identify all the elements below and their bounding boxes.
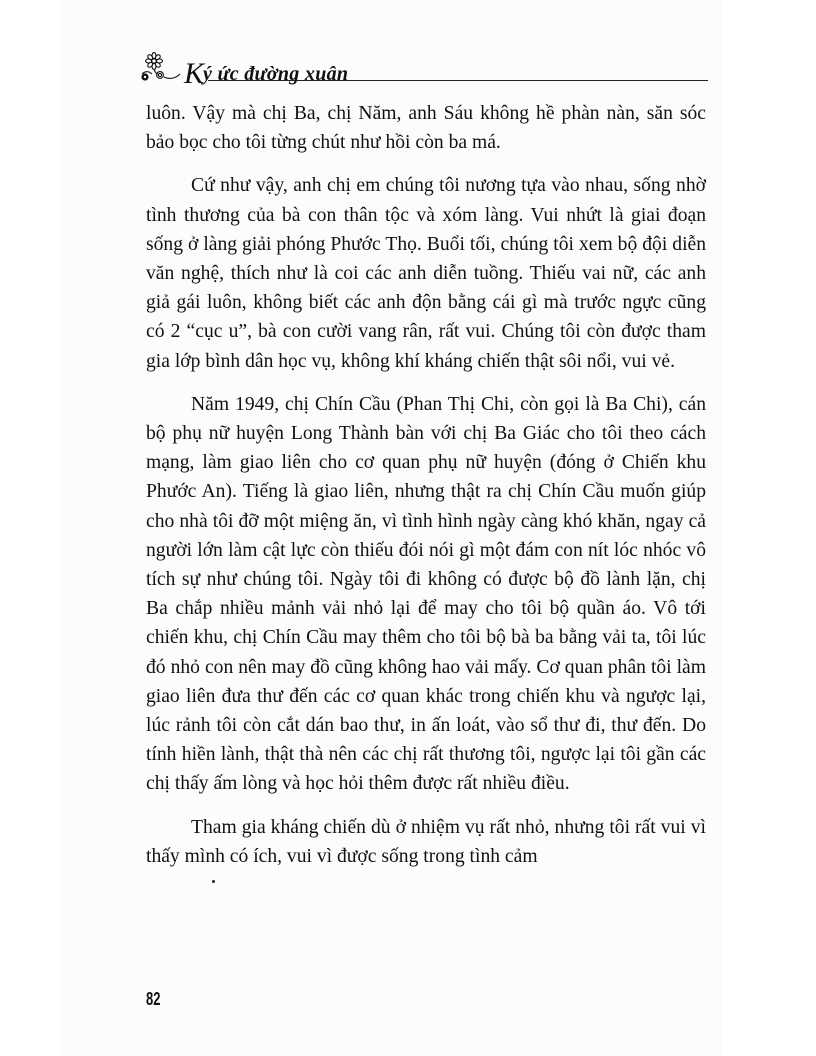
header-rule <box>208 80 708 81</box>
paragraph: Cứ như vậy, anh chị em chúng tôi nương tựa vào nhau, sống nhờ tình thương của bà con thân tộc và xóm làng. Vui nhứt là giai đoạn sống ở làng giải phóng Phước Thọ. Buổi tối, chúng tôi xem bộ đội diễn văn nghệ, thích như là coi các anh diễn tuồng. Thiếu vai nữ, các anh giả gái luôn, không biết các anh độn bằng cái gì mà trước ngực cũng có 2 “cục u”, bà con cười vang rân, rất vui. Chúng tôi còn được tham gia lớp bình dân học vụ, không khí kháng chiến thật sôi nổi, vui vẻ. <box>146 175 706 372</box>
paragraph: luôn. Vậy mà chị Ba, chị Năm, anh Sáu không hề phàn nàn, săn sóc bảo bọc cho tôi từng chút như hồi còn ba má. <box>146 103 706 154</box>
book-title-initial: K <box>184 57 203 90</box>
book-title-rest: ý ức đường xuân <box>203 63 349 85</box>
scan-speck <box>212 880 215 883</box>
running-header <box>140 52 708 90</box>
body-text <box>146 99 706 871</box>
book-title <box>184 54 348 88</box>
page-number: 82 <box>146 989 161 1009</box>
paragraph: Năm 1949, chị Chín Cầu (Phan Thị Chi, còn gọi là Ba Chi), cán bộ phụ nữ huyện Long Thành bàn với chị Ba Giác cho tôi theo cách mạng, làm giao liên cho cơ quan phụ nữ huyện (đóng ở Chiến khu Phước An). Tiếng là giao liên, nhưng thật ra chị Chín Cầu muốn giúp cho nhà tôi đỡ một miệng ăn, vì tình hình ngày càng khó khăn, ngay cả người lớn làm cật lực còn thiếu đói nói gì một đám con nít lóc nhóc vô tích sự như chúng tôi. Ngày tôi đi không có được bộ đồ lành lặn, chị Ba chắp nhiều mảnh vải nhỏ lại để may cho tôi bộ quần áo. Vô tới chiến khu, chị Chín Cầu may thêm cho tôi bộ bà ba bằng vải ta, tôi lúc đó nhỏ con nên may đồ cũng không hao vải mấy. Cơ quan phân tôi làm giao liên đưa thư đến các cơ quan khác trong chiến khu và ngược lại, lúc rảnh tôi còn cắt dán bao thư, in ấn loát, vào sổ thư đi, thư đến. Do tính hiền lành, thật thà nên các chị rất thương tôi, ngược lại tôi gần các chị thấy ấm lòng và học hỏi thêm được rất nhiều điều. <box>146 393 706 795</box>
paragraph: Tham gia kháng chiến dù ở nhiệm vụ rất nhỏ, nhưng tôi rất vui vì thấy mình có ích, vui vì được sống trong tình cảm <box>146 816 706 867</box>
